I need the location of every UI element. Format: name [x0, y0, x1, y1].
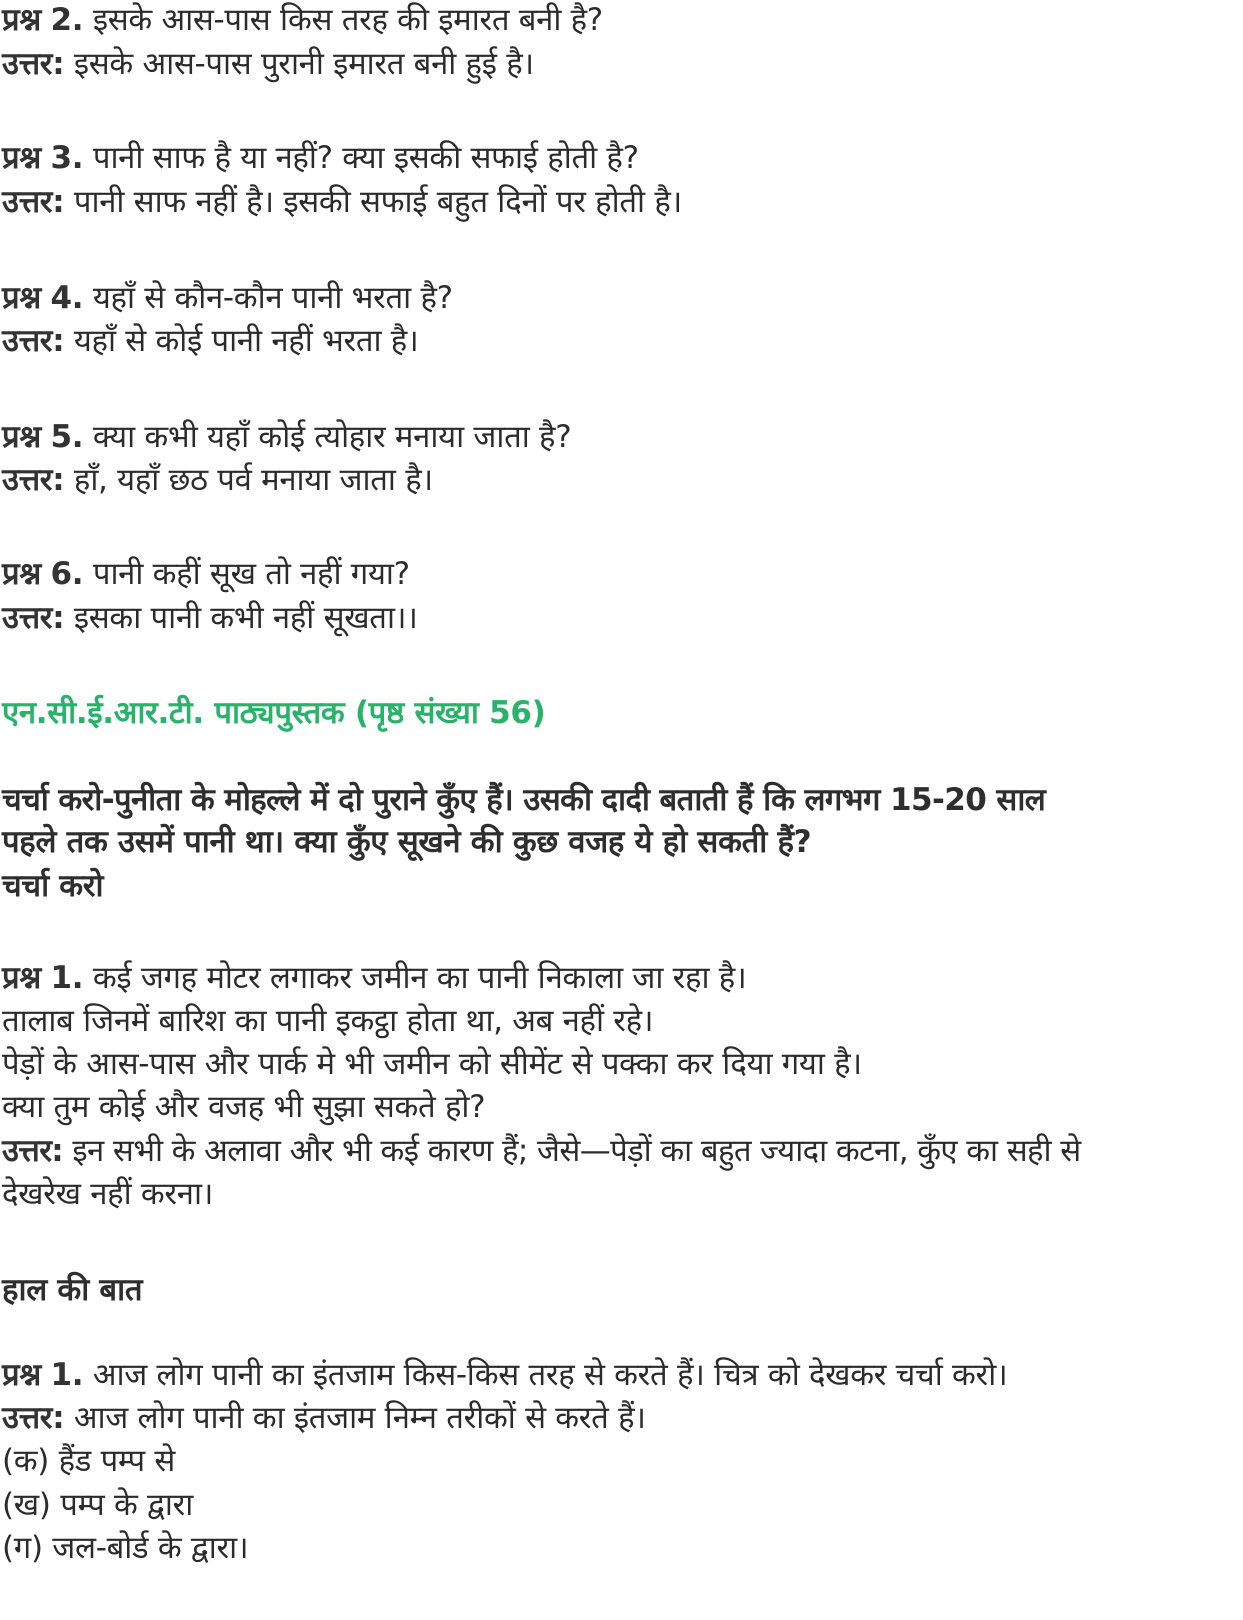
question-text: कई जगह मोटर लगाकर जमीन का पानी निकाला जा रहा है।	[92, 960, 747, 996]
discussion-line-1: चर्चा करो-पुनीता के मोहल्ले में दो पुराने कुँए हैं। उसकी दादी बताती हैं कि लगभग 15-20 साल	[2, 782, 1046, 818]
discussion-question-line-2: तालाब जिनमें बारिश का पानी इकट्ठा होता था, अब नहीं रहे।	[2, 1003, 654, 1039]
discussion-question-line-3: पेड़ों के आस-पास और पार्क मे भी जमीन को सीमेंट से पक्का कर दिया गया है।	[2, 1046, 862, 1082]
answer-5	[2, 460, 433, 500]
discussion-answer	[2, 1131, 1081, 1171]
question-2	[2, 0, 603, 40]
section-heading: एन.सी.ई.आर.टी. पाठ्यपुस्तक (पृष्ठ संख्या 56)	[2, 695, 546, 731]
question-number: 6.	[50, 556, 84, 592]
question-label: प्रश्न	[2, 960, 41, 996]
answer-label: उत्तर:	[2, 1400, 65, 1436]
question-text: इसके आस-पास किस तरह की इमारत बनी है?	[92, 2, 603, 38]
answer-text: इसके आस-पास पुरानी इमारत बनी हुई है।	[73, 46, 534, 82]
answer-6	[2, 598, 418, 638]
discussion-line-2: पहले तक उसमें पानी था। क्या कुँए सूखने की कुछ वजह ये हो सकती हैं?	[2, 824, 812, 860]
question-6	[2, 554, 410, 594]
discussion-question-line-4: क्या तुम कोई और वजह भी सुझा सकते हो?	[2, 1089, 486, 1125]
answer-text: इन सभी के अलावा और भी कई कारण हैं; जैसे—पेड़ों का बहुत ज्यादा कटना, कुँए का सही से	[72, 1133, 1081, 1169]
question-text: पानी कहीं सूख तो नहीं गया?	[92, 556, 410, 592]
question-5	[2, 417, 571, 457]
question-number: 4.	[50, 280, 84, 316]
answer-text: इसका पानी कभी नहीं सूखता।।	[73, 600, 418, 636]
question-label: प्रश्न	[2, 556, 41, 592]
answer-label: उत्तर:	[2, 46, 65, 82]
answer-text: हाँ, यहाँ छठ पर्व मनाया जाता है।	[73, 462, 433, 498]
answer-2	[2, 44, 534, 84]
answer-3	[2, 182, 682, 222]
question-text: यहाँ से कौन-कौन पानी भरता है?	[92, 280, 453, 316]
answer-text: पानी साफ नहीं है। इसकी सफाई बहुत दिनों पर होती है।	[73, 184, 682, 220]
question-text: आज लोग पानी का इंतजाम किस-किस तरह से करते हैं। चित्र को देखकर चर्चा करो।	[92, 1357, 1008, 1393]
answer-label: उत्तर:	[2, 323, 65, 359]
answer-text: यहाँ से कोई पानी नहीं भरता है।	[73, 323, 419, 359]
question-label: प्रश्न	[2, 140, 41, 176]
question-3	[2, 138, 639, 178]
list-item: (क) हैंड पम्प से	[2, 1443, 176, 1479]
question-number: 5.	[50, 419, 84, 455]
question-text: पानी साफ है या नहीं? क्या इसकी सफाई होती है?	[92, 140, 639, 176]
question-number: 2.	[50, 2, 84, 38]
answer-label: उत्तर:	[2, 184, 65, 220]
answer-text: आज लोग पानी का इंतजाम निम्न तरीकों से करते हैं।	[73, 1400, 646, 1436]
recent-question-1	[2, 1355, 1007, 1395]
question-label: प्रश्न	[2, 1357, 41, 1393]
question-label: प्रश्न	[2, 280, 41, 316]
recent-heading: हाल की बात	[2, 1272, 143, 1308]
discussion-answer-line-2: देखरेख नहीं करना।	[2, 1176, 214, 1212]
question-4	[2, 278, 453, 318]
question-number: 1.	[50, 960, 84, 996]
answer-label: उत्तर:	[2, 462, 65, 498]
answer-label: उत्तर:	[2, 1133, 64, 1169]
answer-4	[2, 321, 418, 361]
discussion-question-1	[2, 958, 746, 998]
question-text: क्या कभी यहाँ कोई त्योहार मनाया जाता है?	[92, 419, 572, 455]
question-number: 3.	[50, 140, 84, 176]
list-item: (ख) पम्प के द्वारा	[2, 1487, 193, 1523]
question-label: प्रश्न	[2, 2, 41, 38]
question-label: प्रश्न	[2, 419, 41, 455]
question-number: 1.	[50, 1357, 84, 1393]
answer-label: उत्तर:	[2, 600, 65, 636]
recent-answer	[2, 1398, 646, 1438]
discussion-line-3: चर्चा करो	[2, 868, 104, 904]
list-item: (ग) जल-बोर्ड के द्वारा।	[2, 1530, 249, 1566]
